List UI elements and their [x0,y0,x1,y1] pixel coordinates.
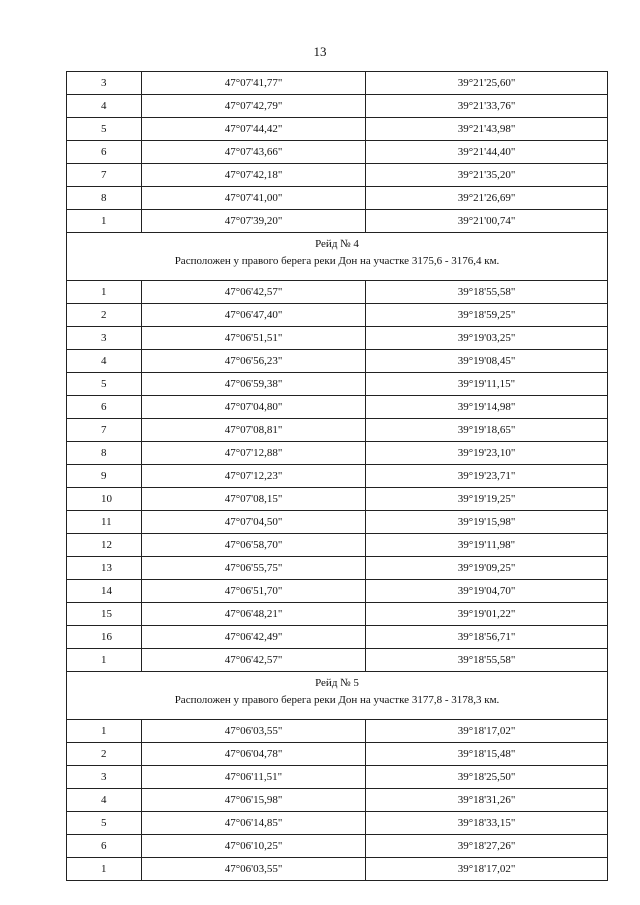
longitude-cell: 39°19'18,65" [366,419,608,442]
longitude-cell: 39°21'25,60" [366,72,608,95]
latitude-cell: 47°06'14,85" [142,812,366,835]
latitude-cell: 47°07'39,20" [142,210,366,233]
table-row [67,766,608,789]
table-row [67,327,608,350]
table-row [67,720,608,743]
latitude-cell: 47°06'42,57" [142,649,366,672]
table-row [67,281,608,304]
point-number: 1 [67,281,142,304]
table-row [67,373,608,396]
latitude-cell: 47°07'04,50" [142,511,366,534]
table-row [67,812,608,835]
longitude-cell: 39°19'23,10" [366,442,608,465]
point-number: 1 [67,649,142,672]
section-title: Рейд № 5 [315,677,359,689]
latitude-cell: 47°06'58,70" [142,534,366,557]
longitude-cell: 39°18'17,02" [366,720,608,743]
table-row [67,626,608,649]
longitude-cell: 39°18'55,58" [366,281,608,304]
point-number: 5 [67,118,142,141]
table-row [67,95,608,118]
point-number: 15 [67,603,142,626]
section-header [67,233,608,281]
longitude-cell: 39°19'15,98" [366,511,608,534]
table-row [67,858,608,881]
point-number: 3 [67,327,142,350]
longitude-cell: 39°19'11,98" [366,534,608,557]
latitude-cell: 47°07'12,23" [142,465,366,488]
point-number: 10 [67,488,142,511]
longitude-cell: 39°18'33,15" [366,812,608,835]
latitude-cell: 47°06'42,57" [142,281,366,304]
point-number: 4 [67,95,142,118]
latitude-cell: 47°07'44,42" [142,118,366,141]
table-row [67,350,608,373]
point-number: 1 [67,210,142,233]
point-number: 3 [67,72,142,95]
longitude-cell: 39°19'23,71" [366,465,608,488]
longitude-cell: 39°21'26,69" [366,187,608,210]
longitude-cell: 39°18'17,02" [366,858,608,881]
longitude-cell: 39°19'11,15" [366,373,608,396]
longitude-cell: 39°19'03,25" [366,327,608,350]
table-row [67,118,608,141]
table-row [67,534,608,557]
latitude-cell: 47°06'42,49" [142,626,366,649]
table-row [67,141,608,164]
longitude-cell: 39°21'43,98" [366,118,608,141]
coordinates-table-body [67,72,608,881]
table-row [67,557,608,580]
point-number: 6 [67,141,142,164]
longitude-cell: 39°19'08,45" [366,350,608,373]
longitude-cell: 39°18'31,26" [366,789,608,812]
latitude-cell: 47°06'59,38" [142,373,366,396]
table-row [67,789,608,812]
latitude-cell: 47°07'42,79" [142,95,366,118]
longitude-cell: 39°21'00,74" [366,210,608,233]
table-row [67,396,608,419]
longitude-cell: 39°18'55,58" [366,649,608,672]
longitude-cell: 39°19'09,25" [366,557,608,580]
longitude-cell: 39°21'44,40" [366,141,608,164]
latitude-cell: 47°07'43,66" [142,141,366,164]
longitude-cell: 39°19'04,70" [366,580,608,603]
point-number: 11 [67,511,142,534]
longitude-cell: 39°21'33,76" [366,95,608,118]
section-subtitle: Расположен у правого берега реки Дон на участке 3175,6 - 3176,4 км. [174,255,500,267]
table-row [67,442,608,465]
latitude-cell: 47°07'08,81" [142,419,366,442]
latitude-cell: 47°06'55,75" [142,557,366,580]
longitude-cell: 39°21'35,20" [366,164,608,187]
table-row [67,210,608,233]
table-row [67,649,608,672]
longitude-cell: 39°18'15,48" [366,743,608,766]
longitude-cell: 39°19'14,98" [366,396,608,419]
point-number: 5 [67,812,142,835]
point-number: 16 [67,626,142,649]
latitude-cell: 47°07'08,15" [142,488,366,511]
table-row [67,187,608,210]
point-number: 6 [67,835,142,858]
point-number: 4 [67,789,142,812]
point-number: 7 [67,419,142,442]
longitude-cell: 39°18'25,50" [366,766,608,789]
table-row [67,835,608,858]
table-row [67,511,608,534]
section-subtitle: Расположен у правого берега реки Дон на участке 3177,8 - 3178,3 км. [174,694,500,706]
table-row [67,304,608,327]
section-header-row [67,672,608,720]
point-number: 5 [67,373,142,396]
latitude-cell: 47°06'51,51" [142,327,366,350]
table-row [67,164,608,187]
latitude-cell: 47°07'41,77" [142,72,366,95]
latitude-cell: 47°06'03,55" [142,858,366,881]
latitude-cell: 47°06'03,55" [142,720,366,743]
latitude-cell: 47°06'04,78" [142,743,366,766]
latitude-cell: 47°06'15,98" [142,789,366,812]
table-row [67,72,608,95]
point-number: 1 [67,858,142,881]
longitude-cell: 39°18'27,26" [366,835,608,858]
coordinates-table [66,71,608,881]
latitude-cell: 47°06'51,70" [142,580,366,603]
longitude-cell: 39°18'56,71" [366,626,608,649]
table-row [67,580,608,603]
section-header-row [67,233,608,281]
latitude-cell: 47°07'12,88" [142,442,366,465]
latitude-cell: 47°06'47,40" [142,304,366,327]
point-number: 8 [67,442,142,465]
section-header [67,672,608,720]
latitude-cell: 47°07'04,80" [142,396,366,419]
longitude-cell: 39°19'19,25" [366,488,608,511]
longitude-cell: 39°19'01,22" [366,603,608,626]
latitude-cell: 47°06'11,51" [142,766,366,789]
page-number: 13 [313,44,327,59]
point-number: 13 [67,557,142,580]
point-number: 1 [67,720,142,743]
table-row [67,488,608,511]
point-number: 9 [67,465,142,488]
point-number: 14 [67,580,142,603]
latitude-cell: 47°07'42,18" [142,164,366,187]
table-row [67,419,608,442]
point-number: 7 [67,164,142,187]
point-number: 3 [67,766,142,789]
longitude-cell: 39°18'59,25" [366,304,608,327]
latitude-cell: 47°07'41,00" [142,187,366,210]
table-row [67,743,608,766]
point-number: 2 [67,304,142,327]
section-title: Рейд № 4 [315,238,359,250]
latitude-cell: 47°06'10,25" [142,835,366,858]
point-number: 12 [67,534,142,557]
table-row [67,603,608,626]
point-number: 8 [67,187,142,210]
point-number: 6 [67,396,142,419]
point-number: 4 [67,350,142,373]
table-row [67,465,608,488]
latitude-cell: 47°06'48,21" [142,603,366,626]
latitude-cell: 47°06'56,23" [142,350,366,373]
point-number: 2 [67,743,142,766]
